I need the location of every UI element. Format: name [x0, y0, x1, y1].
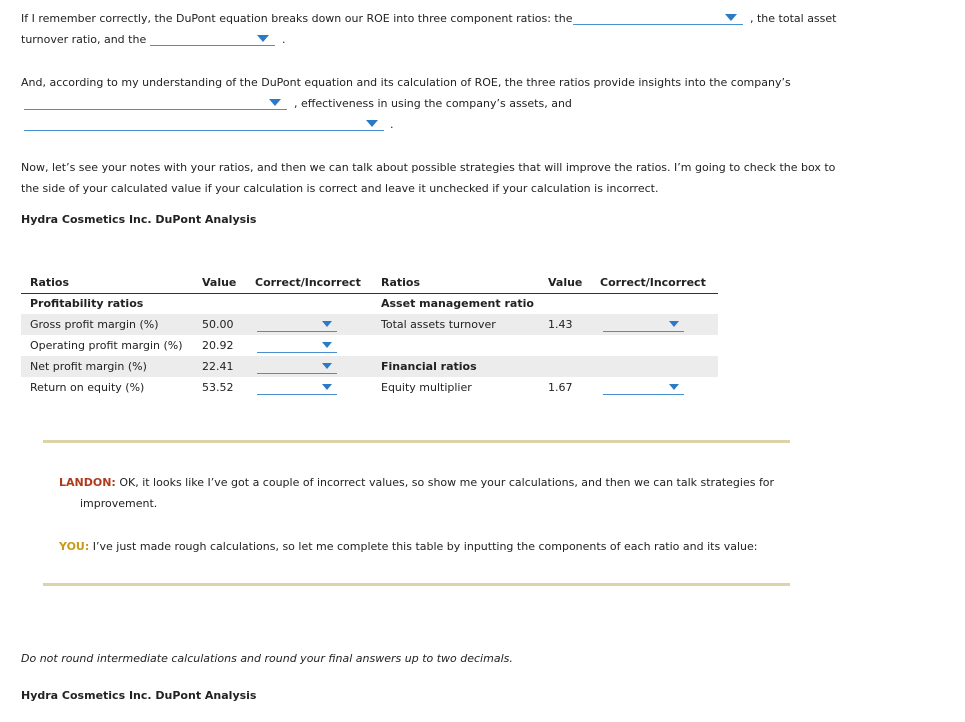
header-correct-2: Correct/Incorrect: [600, 276, 706, 289]
chevron-down-icon: [322, 342, 332, 348]
equity-multiplier-correct-dropdown[interactable]: [603, 380, 684, 395]
intro-text-1d: .: [282, 33, 286, 46]
row-label: Equity multiplier: [381, 381, 472, 394]
row-value: 50.00: [202, 318, 234, 331]
chevron-down-icon: [322, 321, 332, 327]
intro-text-1b: , the total asset: [750, 12, 837, 25]
chevron-down-icon: [322, 363, 332, 369]
chevron-down-icon: [669, 384, 679, 390]
row-value: 53.52: [202, 381, 234, 394]
you-line: [59, 540, 757, 553]
header-ratios: Ratios: [30, 276, 70, 289]
row-value: 20.92: [202, 339, 234, 352]
chevron-down-icon: [322, 384, 332, 390]
component-ratio-1-dropdown[interactable]: [573, 10, 743, 25]
table-row: [21, 335, 718, 356]
table-row: [21, 293, 718, 314]
you-text: I’ve just made rough calculations, so let me complete this table by inputting the components of each ratio and its value:: [92, 540, 758, 553]
section-title-2: Hydra Cosmetics Inc. DuPont Analysis: [21, 689, 257, 702]
chevron-down-icon: [269, 99, 281, 106]
chevron-down-icon: [366, 120, 378, 127]
intro-text-2c: .: [390, 118, 394, 131]
net-margin-correct-dropdown[interactable]: [257, 359, 337, 374]
group-profitability: Profitability ratios: [30, 297, 144, 310]
speaker-landon: LANDON:: [59, 476, 116, 489]
intro-text-1c: turnover ratio, and the: [21, 33, 147, 46]
row-value: 22.41: [202, 360, 234, 373]
intro-text-3b: the side of your calculated value if your calculation is correct and leave it unchecked if your calculation is incorrect.: [21, 182, 659, 195]
row-label: Return on equity (%): [30, 381, 145, 394]
section-title: Hydra Cosmetics Inc. DuPont Analysis: [21, 213, 257, 226]
table-row: [21, 377, 718, 398]
table-row: [21, 314, 718, 335]
landon-line-1: [59, 476, 774, 489]
roe-correct-dropdown[interactable]: [257, 380, 337, 395]
chevron-down-icon: [669, 321, 679, 327]
header-value-2: Value: [548, 276, 583, 289]
insight-3-dropdown[interactable]: [24, 116, 384, 131]
chevron-down-icon: [725, 14, 737, 21]
operating-margin-correct-dropdown[interactable]: [257, 338, 337, 353]
row-label: Net profit margin (%): [30, 360, 147, 373]
asset-turnover-correct-dropdown[interactable]: [603, 317, 684, 332]
gross-margin-correct-dropdown[interactable]: [257, 317, 337, 332]
header-correct: Correct/Incorrect: [255, 276, 361, 289]
table-header: [21, 272, 718, 294]
group-asset-management: Asset management ratio: [381, 297, 534, 310]
divider-top: [43, 440, 790, 443]
intro-text-2b: , effectiveness in using the company’s assets, and: [294, 97, 572, 110]
intro-text-1a: If I remember correctly, the DuPont equation breaks down our ROE into three component ratios: the: [21, 12, 573, 25]
row-label: Gross profit margin (%): [30, 318, 159, 331]
header-value: Value: [202, 276, 237, 289]
landon-text: OK, it looks like I’ve got a couple of incorrect values, so show me your calculations, and then we can talk strategies for: [119, 476, 775, 489]
component-ratio-3-dropdown[interactable]: [150, 31, 275, 46]
intro-text-2a: And, according to my understanding of the DuPont equation and its calculation of ROE, the three ratios provide insights into the company’s: [21, 76, 791, 89]
group-financial: Financial ratios: [381, 360, 477, 373]
row-label: Total assets turnover: [381, 318, 496, 331]
chevron-down-icon: [257, 35, 269, 42]
header-ratios-2: Ratios: [381, 276, 421, 289]
rounding-note: Do not round intermediate calculations and round your final answers up to two decimals.: [21, 652, 513, 665]
row-value: 1.67: [548, 381, 573, 394]
insight-1-dropdown[interactable]: [24, 95, 287, 110]
divider-bottom: [43, 583, 790, 586]
speaker-you: YOU:: [59, 540, 90, 553]
landon-text-2: improvement.: [80, 497, 158, 510]
intro-text-3a: Now, let’s see your notes with your ratios, and then we can talk about possible strategies that will improve the ratios. I’m going to check the box to: [21, 161, 836, 174]
row-value: 1.43: [548, 318, 573, 331]
row-label: Operating profit margin (%): [30, 339, 183, 352]
table-row: [21, 356, 718, 377]
